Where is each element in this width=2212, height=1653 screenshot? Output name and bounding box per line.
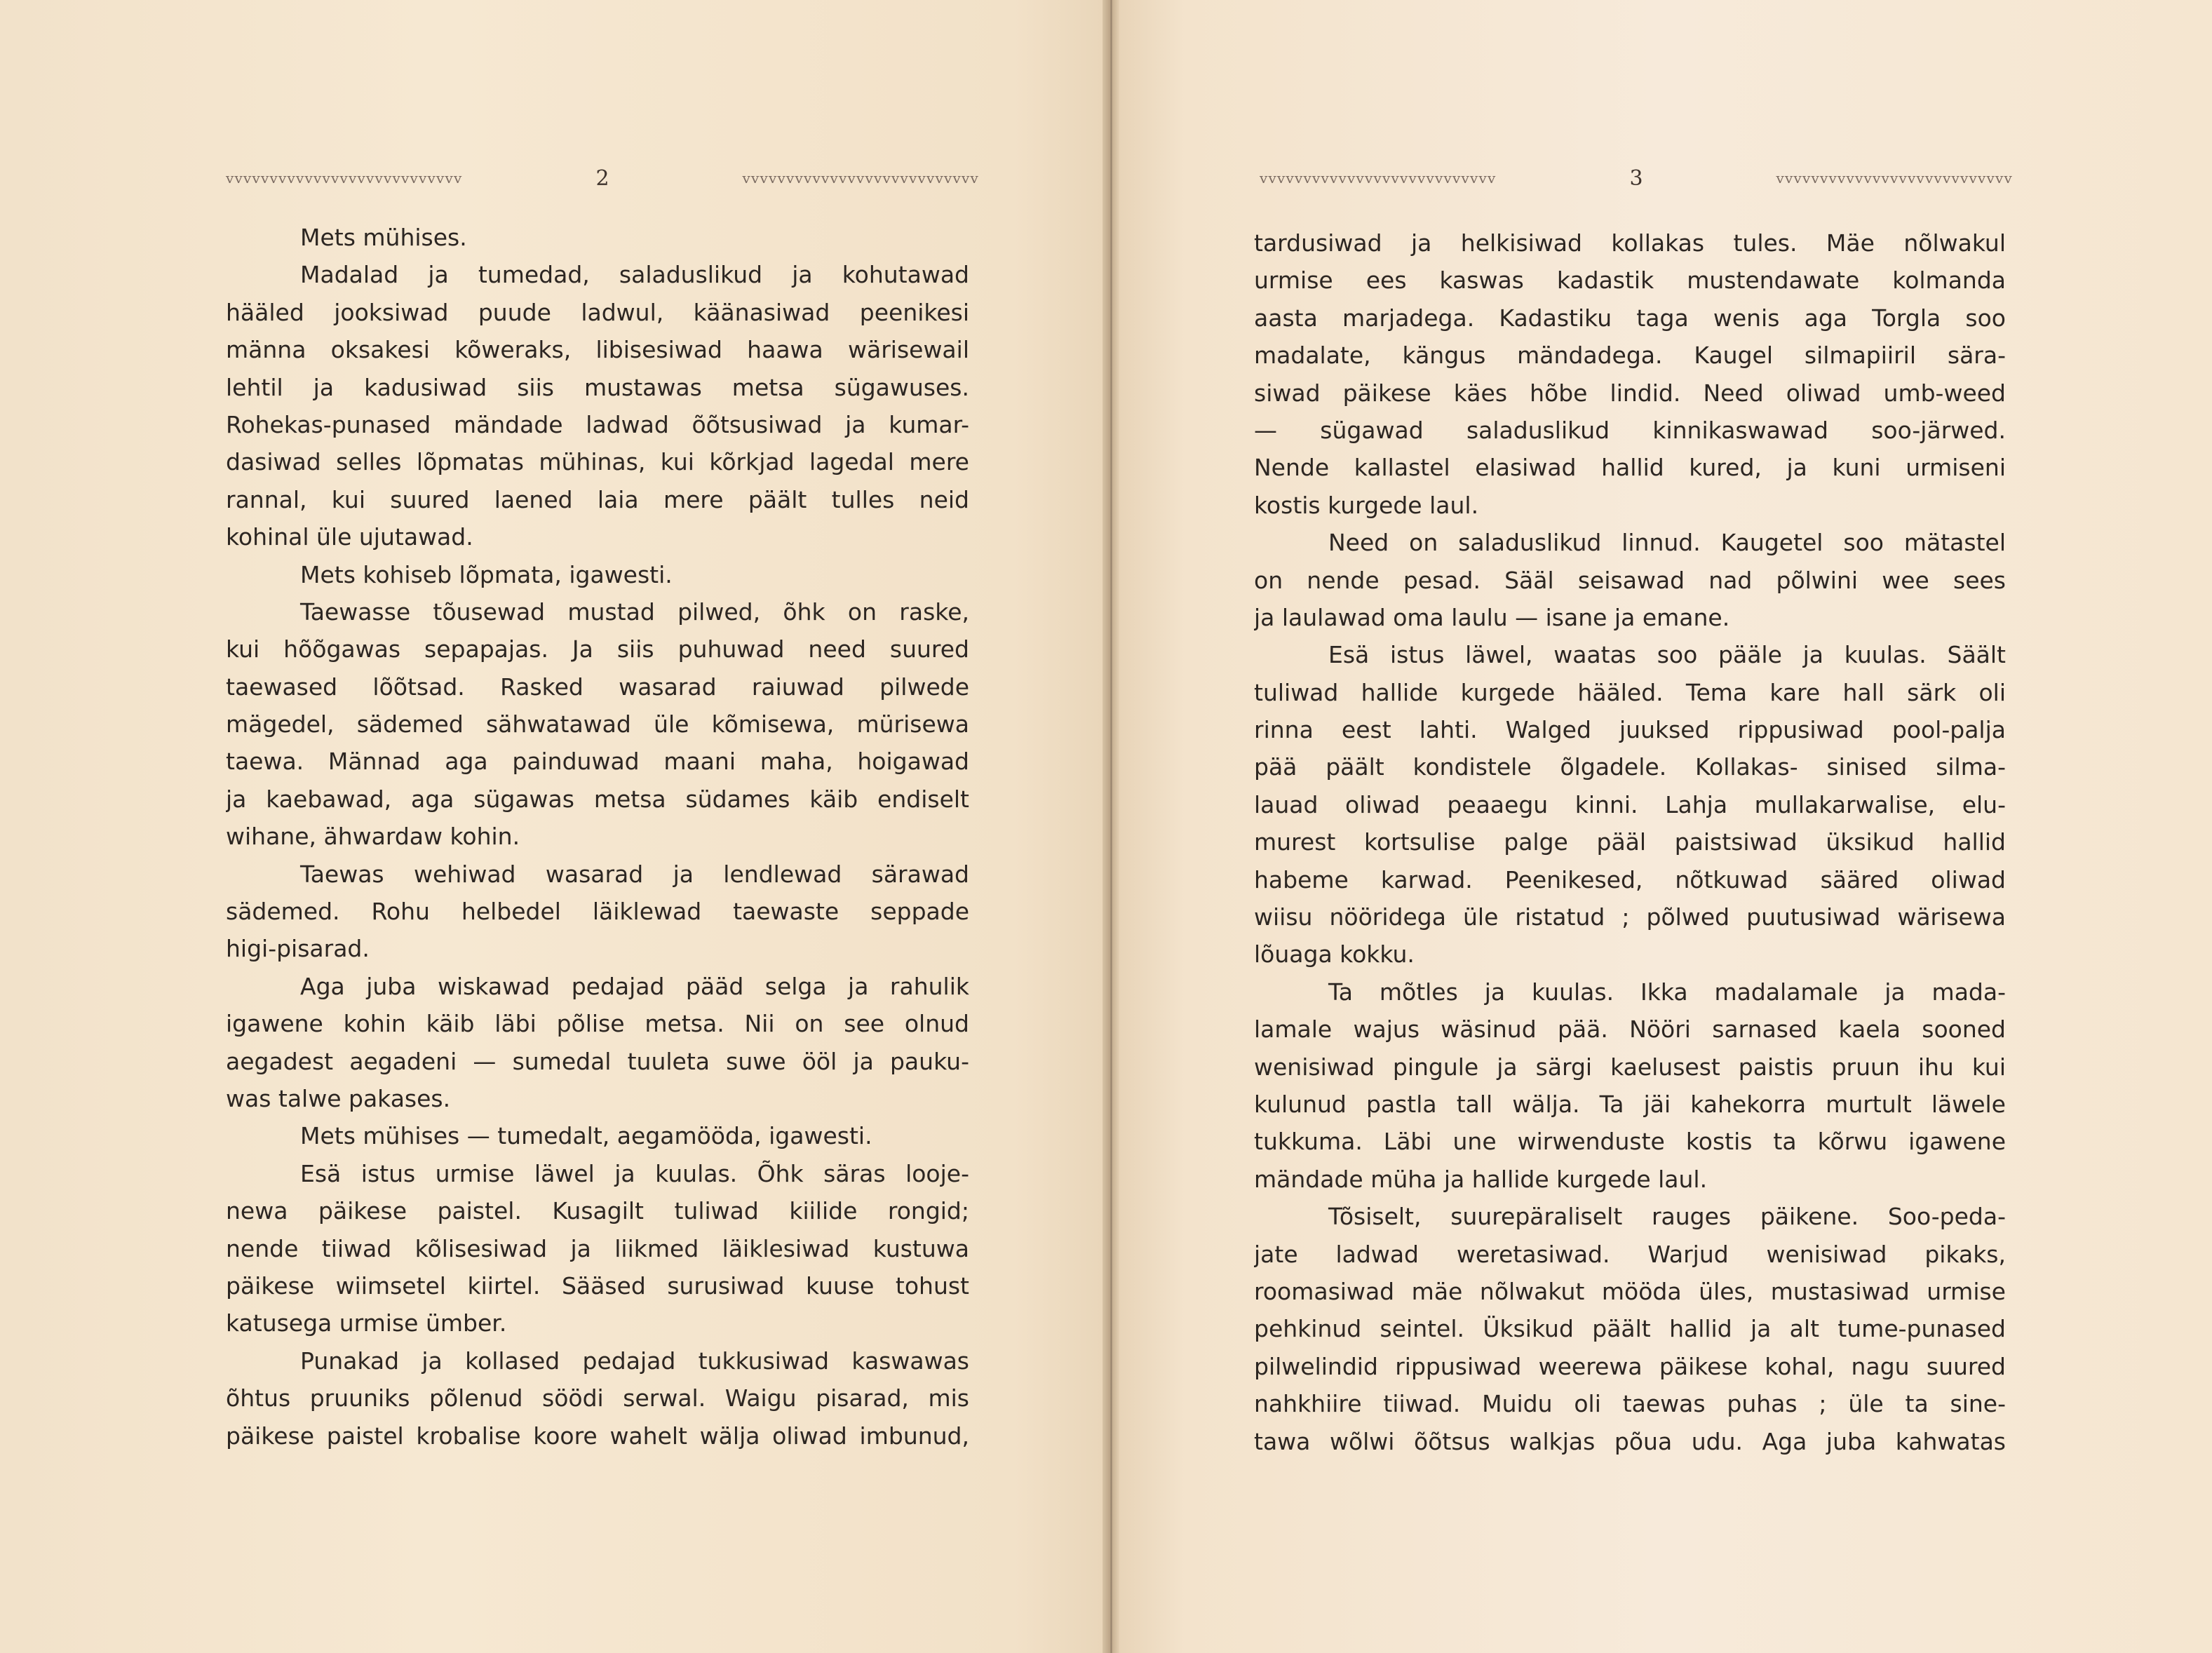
- left-page-number: 2: [595, 166, 609, 191]
- text-line: Mets kohiseb lõpmata, igawesti.: [300, 560, 673, 588]
- text-line: pilwelindid rippusiwad weerewa päikese kohal, nagu suured: [1254, 1352, 2006, 1380]
- text-line: aasta marjadega. Kadastiku taga wenis aga Torgla soo: [1254, 304, 2006, 332]
- text-line: wihane, ähwardaw kohin.: [226, 823, 520, 851]
- text-line: Esä istus läwel, waatas soo pääle ja kuulas. Säält: [1328, 641, 2006, 669]
- text-line: habeme karwad. Peenikesed, nõtkuwad sääred oliwad: [1254, 865, 2006, 893]
- text-line: madalate, kängus mändadega. Kaugel silmapiiril sära-: [1254, 342, 2006, 370]
- text-line: Taewas wehiwad wasarad ja lendlewad särawad: [300, 860, 969, 888]
- text-line: lõuaga kokku.: [1254, 940, 1415, 969]
- text-line: Esä istus urmise läwel ja kuulas. Õhk säras looje-: [300, 1159, 969, 1187]
- text-line: päikese wiimsetel kiirtel. Sääsed surusiwad kuuse tohust: [226, 1271, 969, 1300]
- right-ornament-left: vvvvvvvvvvvvvvvvvvvvvvvvvvv: [1260, 170, 1497, 187]
- text-line: higi-pisarad.: [226, 935, 370, 963]
- text-line: nahkhiire tiiwad. Muidu oli taewas puhas ; üle ta sine-: [1254, 1390, 2006, 1418]
- text-line: siwad päikese käes hõbe lindid. Need oliwad umb-weed: [1254, 379, 2006, 407]
- left-ornament-left: vvvvvvvvvvvvvvvvvvvvvvvvvvv: [226, 170, 463, 187]
- text-line: was talwe pakases.: [226, 1084, 451, 1112]
- right-ornament-right: vvvvvvvvvvvvvvvvvvvvvvvvvvv: [1776, 170, 2013, 187]
- text-line: nende tiiwad kõlisesiwad ja liikmed läiklesiwad kustuwa: [226, 1234, 969, 1262]
- text-line: Mets mühises — tumedalt, aegamööda, igawesti.: [300, 1122, 872, 1150]
- text-line: sädemed. Rohu helbedel läiklewad taewaste seppade: [226, 898, 969, 926]
- text-line: roomasiwad mäe nõlwakut mööda üles, mustasiwad urmise: [1254, 1277, 2006, 1305]
- text-line: pehkinud seintel. Üksikud päält hallid ja alt tume-punased: [1254, 1315, 2006, 1343]
- text-line: Ta mõtles ja kuulas. Ikka madalamale ja mada-: [1328, 978, 2006, 1006]
- text-line: newa päikese paistel. Kusagilt tuliwad kiilide rongid;: [226, 1197, 969, 1225]
- text-line: dasiwad selles lõpmatas mühinas, kui kõrkjad lagedal mere: [226, 448, 969, 476]
- text-line: wiisu nööridega üle ristatud ; põlwed puutusiwad wärisewa: [1254, 903, 2006, 931]
- text-line: Nende kallastel elasiwad hallid kured, ja kuni urmiseni: [1254, 454, 2006, 482]
- text-line: tardusiwad ja helkisiwad kollakas tules. Mäe nõlwakul: [1254, 229, 2006, 257]
- text-line: Punakad ja kollased pedajad tukkusiwad kaswawas: [300, 1347, 969, 1375]
- text-line: jate ladwad weretasiwad. Warjud wenisiwad pikaks,: [1254, 1240, 2006, 1268]
- text-line: lauad oliwad peaaegu kinni. Lahja mullakarwalise, elu-: [1254, 790, 2006, 818]
- text-line: mägedel, sädemed sähwatawad üle kõmisewa, mürisewa: [226, 710, 969, 738]
- text-line: katusega urmise ümber.: [226, 1309, 507, 1337]
- text-line: tuliwad hallide kurgede hääled. Tema kare hall särk oli: [1254, 678, 2006, 706]
- text-line: lehtil ja kadusiwad siis mustawas metsa sügawuses.: [226, 373, 969, 401]
- text-line: kostis kurgede laul.: [1254, 491, 1479, 519]
- text-line: tukkuma. Läbi une wirwenduste kostis ta kõrwu igawene: [1254, 1128, 2006, 1156]
- text-line: urmise ees kaswas kadastik mustendawate kolmanda: [1254, 266, 2006, 295]
- text-line: Mets mühises.: [300, 224, 467, 251]
- text-line: kui hõõgawas sepapajas. Ja siis puhuwad need suured: [226, 635, 969, 663]
- text-line: kulunud pastla tall wälja. Ta jäi kahekorra murtult läwele: [1254, 1090, 2006, 1118]
- text-line: taewased lõõtsad. Rasked wasarad raiuwad pilwede: [226, 673, 969, 701]
- text-line: ja laulawad oma laulu — isane ja emane.: [1254, 603, 1730, 631]
- text-line: aegadest aegadeni — sumedal tuuleta suwe ööl ja pauku-: [226, 1047, 969, 1075]
- text-line: — sügawad saladuslikud kinnikaswawad soo-järwed.: [1254, 416, 2006, 444]
- text-line: männa oksakesi kõweraks, libisesiwad haawa wärisewail: [226, 336, 969, 364]
- right-running-head: [1260, 164, 2013, 192]
- text-line: pää päält kondistele õlgadele. Kollakas- sinised silma-: [1254, 753, 2006, 781]
- text-line: lamale wajus wäsinud pää. Nööri sarnased kaela sooned: [1254, 1016, 2006, 1044]
- text-line: Rohekas-punased mändade ladwad õõtsusiwad ja kumar-: [226, 410, 969, 438]
- text-line: Tõsiselt, suurepäraliselt rauges päikene. Soo-peda-: [1328, 1203, 2006, 1231]
- text-line: wenisiwad pingule ja särgi kaelusest paistis pruun ihu kui: [1254, 1053, 2006, 1081]
- text-line: on nende pesad. Sääl seisawad nad põlwini wee sees: [1254, 566, 2006, 594]
- text-line: Aga juba wiskawad pedajad pääd selga ja rahulik: [300, 972, 969, 1000]
- text-line: murest kortsulise palge pääl paistsiwad üksikud hallid: [1254, 828, 2006, 856]
- text-line: hääled jooksiwad puude ladwul, käänasiwad peenikesi: [226, 298, 969, 326]
- text-line: kohinal üle ujutawad.: [226, 523, 473, 551]
- left-ornament-right: vvvvvvvvvvvvvvvvvvvvvvvvvvv: [742, 170, 979, 187]
- right-page-number: 3: [1629, 166, 1643, 191]
- text-line: rannal, kui suured laened laia mere päält tulles neid: [226, 485, 969, 513]
- text-line: igawene kohin käib läbi põlise metsa. Nii on see olnud: [226, 1010, 969, 1038]
- text-line: päikese paistel krobalise koore wahelt wälja oliwad imbunud,: [226, 1422, 969, 1450]
- text-line: õhtus pruuniks põlenud söödi serwal. Waigu pisarad, mis: [226, 1384, 969, 1412]
- text-line: rinna eest lahti. Walged juuksed rippusiwad pool-palja: [1254, 716, 2006, 744]
- text-line: ja kaebawad, aga sügawas metsa südames käib endiselt: [226, 785, 969, 813]
- text-line: tawa wõlwi õõtsus walkjas põua udu. Aga juba kahwatas: [1254, 1427, 2006, 1455]
- text-line: Need on saladuslikud linnud. Kaugetel soo mätastel: [1328, 529, 2006, 557]
- text-line: Taewasse tõusewad mustad pilwed, õhk on raske,: [300, 598, 969, 626]
- right-page-text: [1254, 224, 2006, 1460]
- text-line: mändade müha ja hallide kurgede laul.: [1254, 1165, 1708, 1193]
- text-line: taewa. Männad aga painduwad maani maha, hoigawad: [226, 748, 969, 776]
- text-line: Madalad ja tumedad, saladuslikud ja kohutawad: [300, 261, 969, 289]
